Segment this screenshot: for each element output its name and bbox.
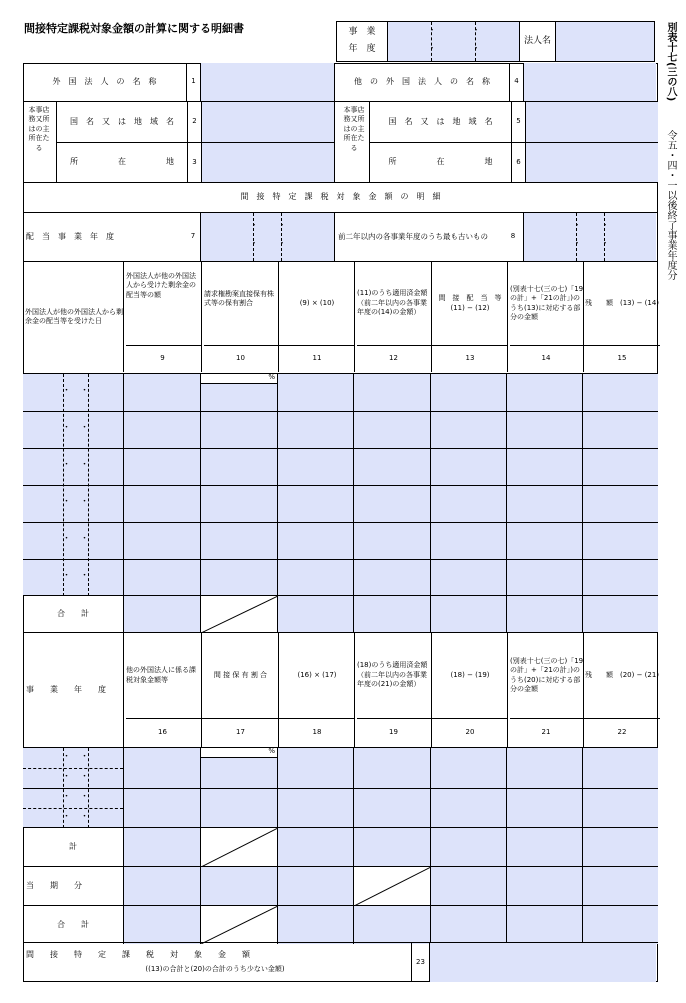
date-dot: ・ (471, 26, 481, 37)
date-dots: ・ ・ (61, 812, 89, 823)
t2-total-label: 合 計 (57, 919, 89, 929)
col-no: 11 (312, 354, 322, 363)
col-no: 17 (236, 728, 245, 737)
line-no: 6 (511, 143, 525, 182)
col-no: 20 (465, 728, 475, 737)
line-no: 4 (509, 63, 523, 101)
hq-block (23, 102, 658, 183)
footer-sub: ((13)の合計と(20)の合計のうち少ない金額) (145, 965, 285, 974)
date-dot: ・ (277, 221, 287, 232)
row-name (23, 63, 658, 102)
country-label: 国 名 又 は 地 域 名 (370, 102, 511, 143)
t1-total-9[interactable] (123, 596, 200, 633)
t2-header-21: (別表十七(三の七)「19の計」+「21の計」)のうち(20)に対応する部分の金額 (510, 633, 584, 719)
date-dot: ・ (572, 239, 582, 250)
date-dots: ・ ・ (61, 423, 89, 434)
t2-current-label: 当 期 分 (26, 881, 82, 891)
other-corp-name-field[interactable] (523, 63, 656, 101)
percent-sign: % (268, 747, 275, 755)
date-dot: ・ (249, 239, 259, 250)
t1-header-15: 残 額 (13) − (14) (584, 262, 660, 346)
oldest-year-field[interactable] (523, 213, 656, 261)
col-no: 21 (541, 728, 551, 737)
line-no: 7 (190, 232, 196, 241)
business-year-field[interactable] (387, 22, 519, 61)
t1-header-11: (9) × (10) (279, 262, 355, 346)
t2-current-row (23, 866, 658, 905)
foreign-corp-name-field[interactable] (200, 63, 334, 101)
oldest-year-label: 前二年以内の各事業年度のうち最も古いもの (334, 213, 523, 261)
table2 (23, 632, 658, 942)
other-corp-name-label: 他 の 外 国 法 人 の 名 称 (334, 63, 509, 101)
date-dot: ・ (471, 44, 481, 55)
col-no: 18 (312, 728, 322, 737)
date-dot: ・ (249, 221, 259, 232)
business-year-label-2: 年 度 (348, 44, 376, 55)
t2-current-19-struck (353, 867, 430, 906)
col-no: 22 (617, 728, 627, 737)
line-no: 5 (511, 102, 525, 143)
date-dots: ・ ・ (61, 792, 89, 803)
t2-total-row (23, 905, 658, 943)
header-box (336, 21, 655, 62)
date-dots: ・ ・ (61, 571, 89, 582)
country-field[interactable] (525, 102, 658, 143)
t1-total-values[interactable] (277, 596, 658, 633)
t2-header-year: 事 業 年 度 (26, 684, 106, 694)
date-dots: ・ ・ (61, 752, 89, 763)
address-field[interactable] (525, 143, 658, 182)
hq-label-right: 本事店務又所はの主所在たる (343, 106, 365, 152)
t1-header-date: 外国法人が他の外国法人から剰余金の配当等を受けた日 (25, 307, 123, 325)
footer-label: 間 接 特 定 課 税 対 象 金 額 (26, 950, 250, 959)
t2-header-17: 間 接 保 有 割 合 (202, 633, 279, 719)
date-dot: ・ (427, 26, 437, 37)
date-dots: ・ ・ (61, 534, 89, 545)
side-period: 令五・四・一以後終了事業年度分 (665, 130, 676, 280)
percent-sign: % (268, 373, 275, 381)
t1-body (23, 373, 658, 595)
t2-body (23, 747, 658, 827)
country-label: 国 名 又 は 地 域 名 (57, 102, 187, 143)
col-no: 16 (158, 728, 167, 737)
corp-name-field[interactable] (555, 22, 654, 61)
indirect-amount-field[interactable] (429, 943, 656, 982)
date-dot: ・ (572, 221, 582, 232)
address-label: 所 在 地 (388, 157, 493, 167)
date-dots: ・ ・ (61, 772, 89, 783)
dividend-row (23, 213, 658, 262)
address-field[interactable] (201, 143, 335, 182)
address-label: 所 在 地 (70, 157, 174, 167)
t2-subtotal-row (23, 827, 658, 866)
corp-name-label: 法人名 (519, 22, 555, 61)
page-title: 間接特定課税対象金額の計算に関する明細書 (24, 22, 244, 35)
t2-header-20: (18) − (19) (432, 633, 508, 719)
t2-header-16: 他の外国法人に係る課税対象金額等 (126, 633, 201, 719)
t1-header-12: (11)のうち適用済金額（前二年以内の各事業年度の(14)の金額） (357, 262, 432, 346)
date-dots: ・ ・ (61, 460, 89, 471)
line-no: 23 (411, 943, 429, 982)
foreign-corp-name-label: 外 国 法 人 の 名 称 (52, 76, 157, 86)
line-no: 1 (186, 63, 200, 101)
section-title: 間 接 特 定 課 税 対 象 金 額 の 明 細 (23, 183, 658, 213)
line-no: 3 (187, 143, 201, 182)
side-form-code: 別表十七(三の八) (665, 22, 676, 102)
t1-total-10-struck (200, 596, 277, 633)
t2-header-19: (18)のうち適用済金額（前二年以内の各事業年度の(21)の金額） (357, 633, 432, 719)
t1-header-13: 間 接 配 当 等 (11) − (12) (432, 262, 508, 346)
col-no: 13 (465, 354, 475, 363)
footer-row (23, 942, 658, 982)
table1 (23, 262, 658, 632)
t2-total-17-struck (200, 906, 277, 944)
t1-header-9: 外国法人が他の外国法人から受けた剰余金の配当等の額 (126, 262, 201, 346)
date-dots: ・ ・ (61, 386, 89, 397)
t2-header-18: (16) × (17) (279, 633, 355, 719)
col-no: 12 (389, 354, 398, 363)
date-dot: ・ (600, 221, 610, 232)
hq-label-left: 本事店務又所はの主所在たる (28, 106, 50, 152)
t1-header-14: (別表十七(三の七)「19の計」+「21の計」)のうち(13)に対応する部分の金額 (510, 262, 584, 346)
col-no: 15 (617, 354, 627, 363)
t2-header-22: 残 額 (20) − (21) (584, 633, 660, 719)
business-year-label-1: 事 業 (348, 27, 376, 38)
date-dot: ・ (600, 239, 610, 250)
date-dots: ・ ・ (61, 497, 89, 508)
date-dot: ・ (427, 44, 437, 55)
t2-subtotal-17-struck (200, 828, 277, 867)
dividend-year-field[interactable] (200, 213, 334, 261)
col-no: 19 (389, 728, 398, 737)
line-no: 8 (510, 232, 516, 241)
country-field[interactable] (201, 102, 335, 143)
col-no: 10 (236, 354, 245, 363)
dividend-year-label: 配 当 事 業 年 度 (26, 231, 114, 241)
col-no: 14 (541, 354, 551, 363)
t1-header-10: 請求権勘案直接保有株式等の保有割合 (204, 262, 279, 346)
col-no: 9 (160, 354, 165, 363)
t1-total-row (23, 595, 658, 632)
line-no: 2 (187, 102, 201, 143)
t2-subtotal-label: 計 (69, 842, 77, 852)
date-dot: ・ (277, 239, 287, 250)
t1-total-label: 合 計 (57, 609, 89, 619)
